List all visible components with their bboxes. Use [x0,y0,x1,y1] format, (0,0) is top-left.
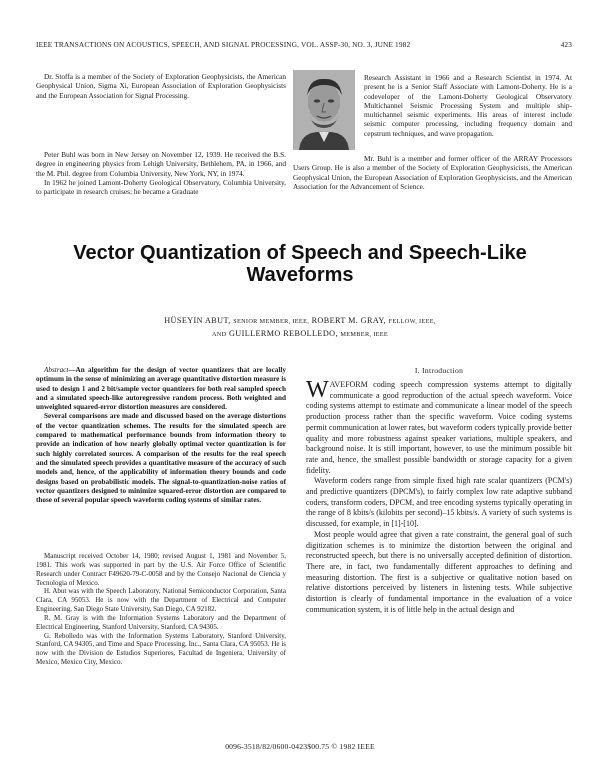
author-abut-role: SENIOR MEMBER, IEEE, [233,318,310,325]
abstract-text-1: —An algorithm for the design of vector quantizers that are locally optimum in the sense of minimizing an average quantitative distortion measure is used to design 1 and 2 bit/sample vector quantizers for both real sampled speech and a simulated speech-like autoregressive random process. Both weighted and unweighted squared-error distortion measures are considered. [36,366,286,412]
bio-buhl-paragraph-2: In 1962 he joined Lamont-Doherty Geological Observatory, Columbia University, to participate in research cruises; he became a Graduate [36,177,286,197]
bio-stoffa-text: Dr. Stoffa is a member of the Society of Exploration Geophysicists, the American Geophysical Union, Sigma Xi, European Association of Exploration Geophysicists and the European Association for Signal Processing. [36,72,286,100]
author-line-2 [60,328,540,341]
author-gray: ROBERT M. GRAY, [311,316,387,325]
bio-buhl-career: Research Assistant in 1966 and a Research Scientist in 1974. At present he is a Senior Staff Associate with Lamont-Doherty. He is a codeveloper of the Lamont-Doherty Geological Observatory Multichannel Seismic Processing System and multiple ship-multichannel seismic experiments. His areas of interest include seismic computer processing, including frequency domain and cepstrum techniques, and wave propagation. [364,73,572,138]
author-list [60,315,540,340]
author-photo-image [293,70,355,150]
author-abut: HÜSEYIN ABUT, [164,316,231,325]
intro-paragraph-2: Waveform coders range from simple fixed high rate scalar quantizers (PCM's) and predictive quantizers (DPCM's), to fairly complex low rate adaptive subband coders, transform coders, DPCM, and tree encoding systems typically operating in the range of 8 kbits/s (kilobits per second)–15 kbits/s. A variety of such systems is discussed, for example, in [1]-[10]. [306,476,572,529]
footnote-abut: H. Abut was with the Speech Laboratory, National Semiconductor Corporation, Santa Clara, CA 95053. He is now with the Department of Electrical and Computer Engineering, San Diego State University, San Diego, CA 92182. [36,587,286,614]
author-conjunction: AND [211,330,227,338]
abstract-paragraph-1 [36,366,286,412]
abstract-label: Abstract [44,366,69,374]
footnote-gray: R. M. Gray is with the Information Systems Laboratory and the Department of Electrical Engineering, Stanford University, Stanford, CA 94305. [36,613,286,631]
bio-buhl-memberships [293,154,572,191]
bio-buhl-paragraph-1: Peter Buhl was born in New Jersey on November 12, 1939. He received the B.S. degree in engineering physics from Lehigh University, Bethlehem, PA, in 1966, and the M. Phil. degree from Columbia University, New York, NY, in 1974. [36,150,286,178]
abstract [36,366,286,505]
intro-paragraph-1-text: AVEFORM coding speech compression systems attempt to digitally communicate a good reproduction of the actual speech waveform. Voice coding systems attempt to estimate and communicate a linear model of the speech production process rather than the specific waveform. Voice coding systems permit communication at lower rates, but waveform coders typically provide better quality and more robustness against speaker variations, multiple speakers, and background noise. It is still important, however, to use the minimum possible bit rate and, hence, the smallest possible bandwidth or storage capacity for a given fidelity. [306,380,572,475]
footnote-manuscript: Manuscript received October 14, 1980; revised August 1, 1981 and November 5, 1981. This work was supported in part by the U.S. Air Force Office of Scientific Research under Contract F49620-79-C-0058 and by the Consejo Nacional de Ciencia y Tecnologia of Mexico. [36,552,286,587]
running-header [36,40,572,52]
page-number: 423 [560,40,572,49]
intro-paragraph-3: Most people would agree that given a rate constraint, the general goal of such digitization schemes is to minimize the distortion between the original and reconstructed speech, but there is no universally accepted definition of distortion. There are, in fact, two fundamentally different approaches to defining and measuring distortion. The first is a subjective or qualitative notion based on relative distortions perceived by listeners in listening tests. While subjective distortion is clearly of fundamental importance in the evaluation of a voice communication system, it is of little help in the actual design and [306,529,572,614]
author-rebolledo-role: MEMBER, IEEE [340,330,389,338]
journal-header: IEEE TRANSACTIONS ON ACOUSTICS, SPEECH, AND SIGNAL PROCESSING, VOL. ASSP-30, NO. 3, JUNE 1982 [36,40,411,49]
bio-buhl-member-text: Mr. Buhl is a member and former officer of the ARRAY Processors Users Group. He is also a member of the Society of Exploration Geophysicists, the American Geophysical Union, the European Association of Exploration Geophysicists, and the American Association for the Advancement of Science. [293,154,572,191]
bio-stoffa [36,72,286,100]
author-rebolledo: GUILLERMO REBOLLEDO, [228,328,338,338]
copyright-line: 0096-3518/82/0600-0423$00.75 © 1982 IEEE [225,742,375,751]
intro-paragraph-1 [306,377,572,476]
bio-buhl-continued [364,73,572,138]
section-heading: I. Introduction [414,366,464,375]
bio-buhl-intro [36,150,286,196]
footnotes [36,552,286,667]
author-gray-role: FELLOW, IEEE, [388,318,436,325]
footnote-rebolledo: G. Rebolledo was with the Information Systems Laboratory, Stanford University, Stanford, CA 94305, and Time and Space Processing, Inc., Santa Clara, CA 95053. He is now with the Division de Estudios Superiores, Facultad de Ingeniera, University of Mexico, Mexico City, Mexico. [36,631,286,667]
author-photo [293,70,355,150]
abstract-paragraph-2: Several comparisons are made and discussed based on the average distortions of the vector quantization schemes. The results for the simulated speech are compared to mathematical performance bounds from information theory to provide an indication of how nearly globally optimal vector quantization is for such highly correlated sources. A comparison of the results for the real speech and the simulated speech provides a quantitative measure of the accuracy of such models and, hence, of the applicability of information theory bounds and code designs based on probabilistic models. The signal-to-quantization-noise ratios of vector quantizers designed to minimize squared-error distortion are compared to those of several popular speech waveform coding systems of similar rates. [36,412,286,505]
author-line-1 [60,315,540,328]
drop-cap: W [306,377,329,403]
introduction [306,377,572,615]
article-title: Vector Quantization of Speech and Speech-Like Waveforms [73,242,527,286]
